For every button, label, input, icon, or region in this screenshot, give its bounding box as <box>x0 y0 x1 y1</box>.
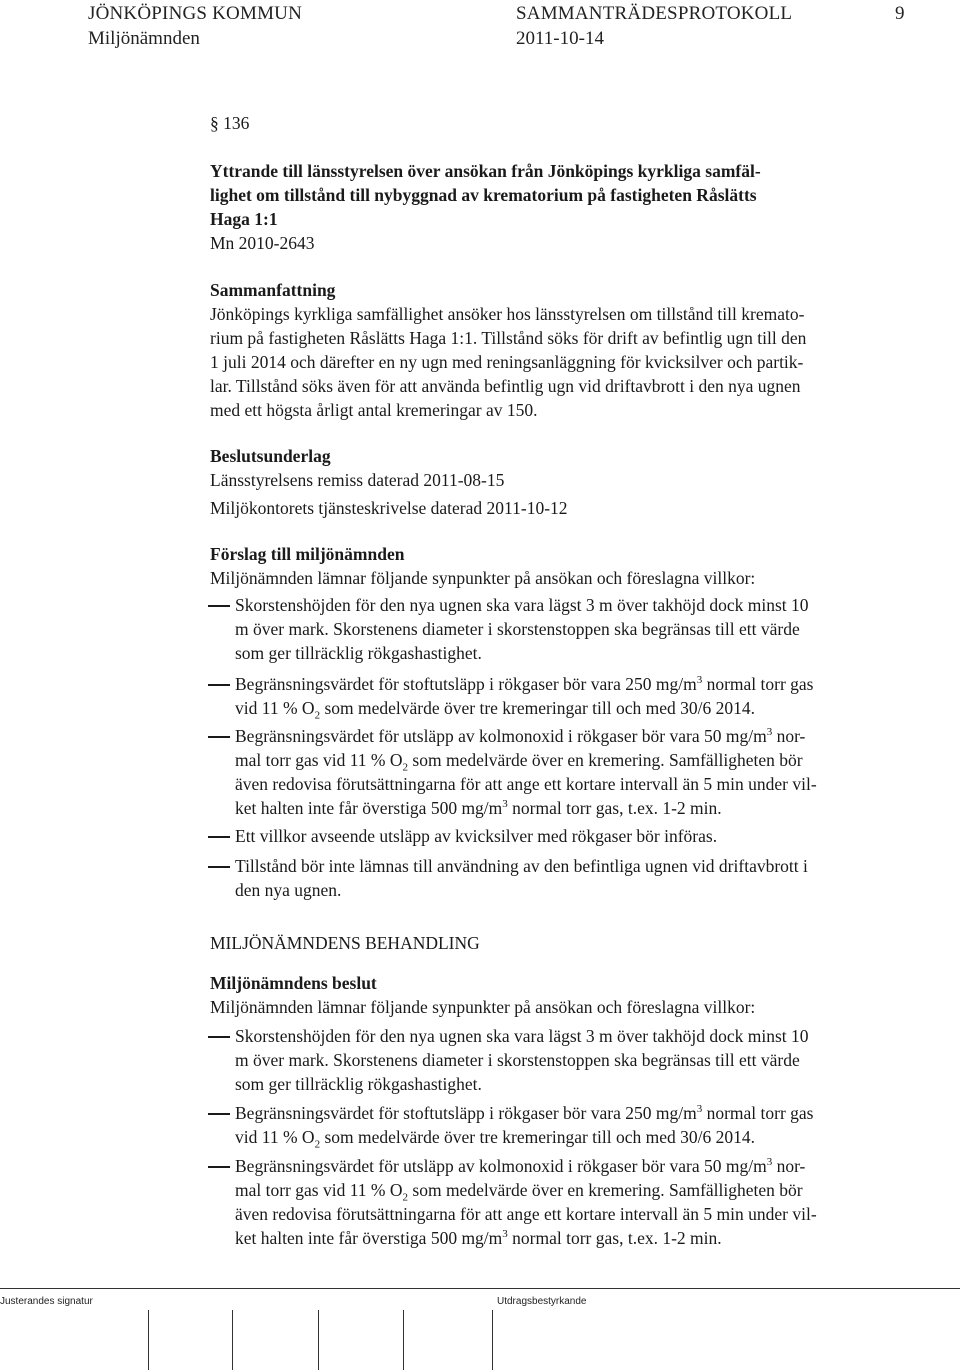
signature-divider <box>403 1310 404 1370</box>
proposal-bullet-1-line: som ger tillräcklig rökgashastighet. <box>235 643 482 663</box>
proposal-intro: Miljönämnden lämnar följande synpunkter på ansökan och föreslagna villkor: <box>210 568 756 588</box>
proposal-bullet-3-line: ket halten inte får överstiga 500 $mg/m^3$ normal torr gas, t.ex. 1-2 min. <box>235 798 722 818</box>
proposal-bullet-2-line: Begränsningsvärdet för stoftutsläpp i rökgaser bör vara 250 $mg/m^3$ normal torr gas <box>235 674 814 694</box>
proposal-bullet-3-line: Begränsningsvärdet för utsläpp av kolmonoxid i rökgaser bör vara 50 $mg/m^3$ nor- <box>235 726 806 746</box>
summary-line: rium på fastigheten Råslätts Haga 1:1. Tillstånd söks för drift av befintlig ugn till den <box>210 328 807 348</box>
decision-bullet-3-line: Begränsningsvärdet för utsläpp av kolmonoxid i rökgaser bör vara 50 $mg/m^3$ nor- <box>235 1156 806 1176</box>
summary-line: 1 juli 2014 och därefter en ny ugn med reningsanläggning för kvicksilver och partik- <box>210 352 804 372</box>
dash-bullet <box>208 684 230 686</box>
proposal-heading: Förslag till miljönämnden <box>210 544 405 564</box>
proposal-bullet-5-line: den nya ugnen. <box>235 880 342 900</box>
proposal-bullet-3-line: mal torr gas vid 11 % $O_2$ som medelvärde över en kremering. Samfälligheten bör <box>235 750 803 774</box>
proposal-bullet-4-line: Ett villkor avseende utsläpp av kvicksilver med rökgaser bör införas. <box>235 826 718 846</box>
proposal-bullet-1-line: Skorstenshöjden för den nya ugnen ska vara lägst 3 m över takhöjd dock minst 10 <box>235 595 809 615</box>
dash-bullet <box>208 1036 230 1038</box>
dash-bullet <box>208 836 230 838</box>
dash-bullet <box>208 866 230 868</box>
decision-basis-heading: Beslutsunderlag <box>210 446 331 466</box>
summary-line: lar. Tillstånd söks även för att använda befintlig ugn vid driftavbrott i den nya ugnen <box>210 376 801 396</box>
decision-bullet-3-line: mal torr gas vid 11 % $O_2$ som medelvärde över en kremering. Samfälligheten bör <box>235 1180 803 1204</box>
decision-bullet-3-line: även redovisa förutsättningarna för att ange ett kortare intervall än 5 min under vil- <box>235 1204 817 1224</box>
decision-heading: Miljönämndens beslut <box>210 973 377 993</box>
title-line-1: Yttrande till länsstyrelsen över ansökan från Jönköpings kyrkliga samfäl- <box>210 161 761 181</box>
decision-bullet-1-line: som ger tillräcklig rökgashastighet. <box>235 1074 482 1094</box>
dash-bullet <box>208 1166 230 1168</box>
page-number: 9 <box>895 3 905 24</box>
signature-divider <box>148 1310 149 1370</box>
decision-basis-item: Länsstyrelsens remiss daterad 2011-08-15 <box>210 470 505 490</box>
case-number: Mn 2010-2643 <box>210 233 315 253</box>
decision-bullet-2-line: vid 11 % $O_2$ som medelvärde över tre kremeringar till och med 30/6 2014. <box>235 1127 755 1151</box>
decision-intro: Miljönämnden lämnar följande synpunkter på ansökan och föreslagna villkor: <box>210 997 756 1017</box>
certification-label: Utdragsbestyrkande <box>497 1296 587 1307</box>
decision-basis-item: Miljökontorets tjänsteskrivelse daterad 2011-10-12 <box>210 498 568 518</box>
adjuster-signature-label: Justerandes signatur <box>0 1296 93 1307</box>
summary-line: Jönköpings kyrkliga samfällighet ansöker hos länsstyrelsen om tillstånd till kremato- <box>210 304 805 324</box>
proposal-bullet-3-line: även redovisa förutsättningarna för att ange ett kortare intervall än 5 min under vil- <box>235 774 817 794</box>
signature-divider <box>232 1310 233 1370</box>
dash-bullet <box>208 605 230 607</box>
committee-name: Miljönämnden <box>88 28 200 49</box>
summary-heading: Sammanfattning <box>210 280 336 300</box>
paragraph-number: § 136 <box>210 113 250 133</box>
decision-bullet-3-line: ket halten inte får överstiga 500 $mg/m^3$ normal torr gas, t.ex. 1-2 min. <box>235 1228 722 1248</box>
title-line-3: Haga 1:1 <box>210 209 278 229</box>
decision-bullet-1-line: m över mark. Skorstenens diameter i skorstenstoppen ska begränsas till ett värde <box>235 1050 800 1070</box>
handling-heading: MILJÖNÄMNDENS BEHANDLING <box>210 933 480 953</box>
signature-divider <box>318 1310 319 1370</box>
dash-bullet <box>208 1113 230 1115</box>
dash-bullet <box>208 736 230 738</box>
proposal-bullet-5-line: Tillstånd bör inte lämnas till användning av den befintliga ugnen vid driftavbrott i <box>235 856 808 876</box>
document-type: SAMMANTRÄDESPROTOKOLL <box>516 3 793 24</box>
summary-line: med ett högsta årligt antal kremeringar av 150. <box>210 400 538 420</box>
decision-bullet-2-line: Begränsningsvärdet för stoftutsläpp i rökgaser bör vara 250 $mg/m^3$ normal torr gas <box>235 1103 814 1123</box>
decision-bullet-1-line: Skorstenshöjden för den nya ugnen ska vara lägst 3 m över takhöjd dock minst 10 <box>235 1026 809 1046</box>
organization-name: JÖNKÖPINGS KOMMUN <box>88 3 303 24</box>
footer-rule <box>0 1288 960 1289</box>
proposal-bullet-1-line: m över mark. Skorstenens diameter i skorstenstoppen ska begränsas till ett värde <box>235 619 800 639</box>
title-line-2: lighet om tillstånd till nybyggnad av krematorium på fastigheten Råslätts <box>210 185 757 205</box>
meeting-date: 2011-10-14 <box>516 28 604 49</box>
proposal-bullet-2-line: vid 11 % $O_2$ som medelvärde över tre kremeringar till och med 30/6 2014. <box>235 698 755 722</box>
signature-divider <box>492 1310 493 1370</box>
